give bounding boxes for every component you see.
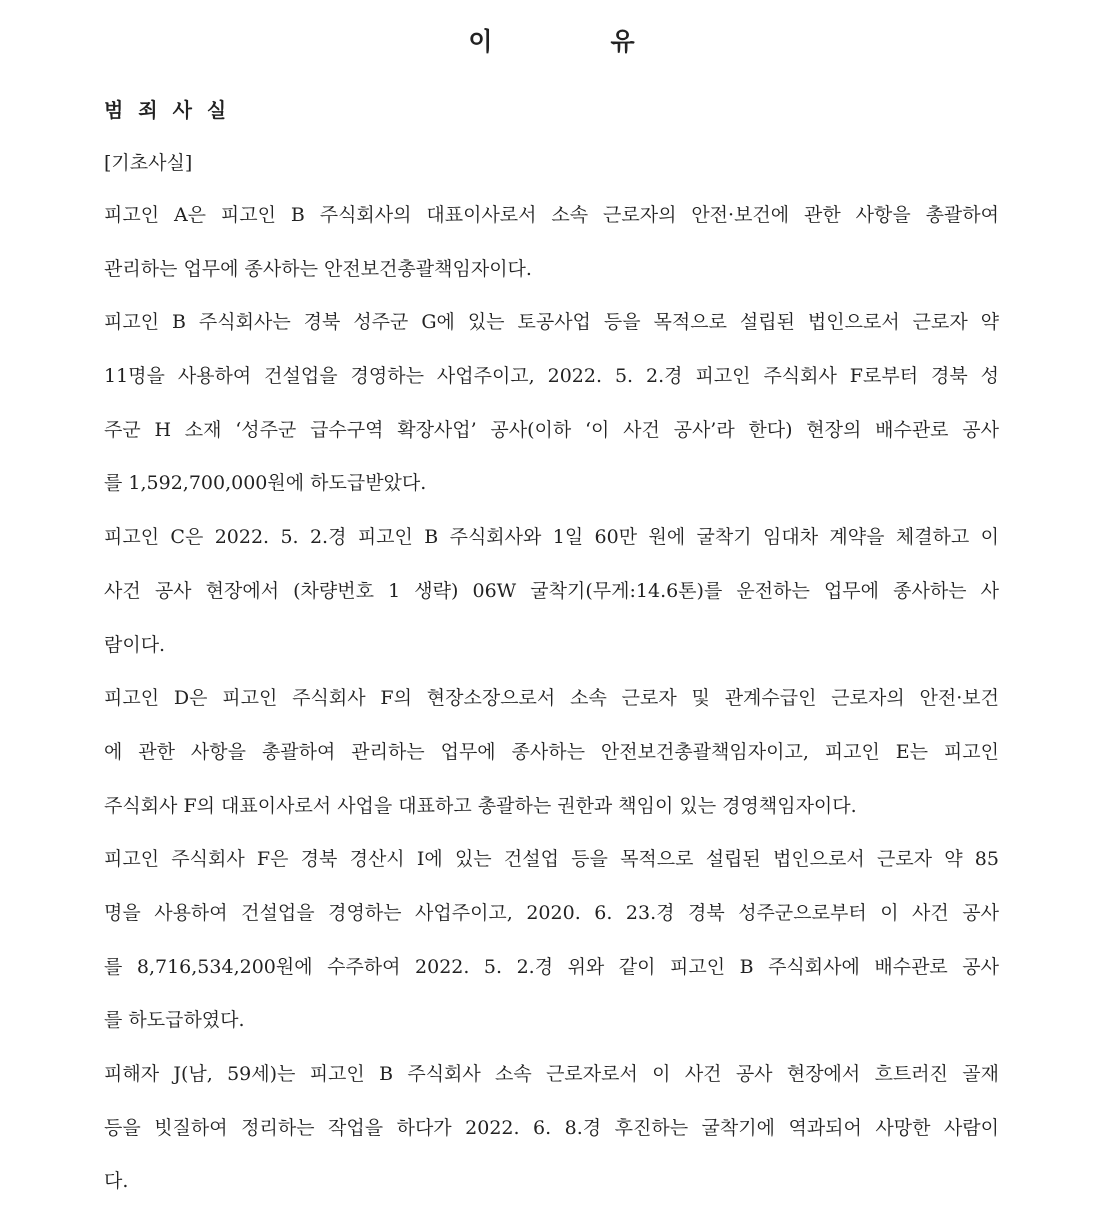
text-line: 11명을 사용하여 건설업을 경영하는 사업주이고, 2022. 5. 2.경 피고인 주식회사 F로부터 경북 성 <box>104 365 999 388</box>
text-line: 피고인 주식회사 F은 경북 경산시 I에 있는 건설업 등을 목적으로 설립된 법인으로서 근로자 약 85 <box>104 848 999 871</box>
paragraph <box>104 833 1004 1048</box>
paragraph <box>104 296 1004 511</box>
title-left: 이 <box>468 27 493 56</box>
text-line: 피고인 A은 피고인 B 주식회사의 대표이사로서 소속 근로자의 안전·보건에 관한 사항을 총괄하여 <box>104 204 999 226</box>
text-line: 에 관한 사항을 총괄하여 관리하는 업무에 종사하는 안전보건총괄책임자이고, 피고인 E는 피고인 <box>104 740 999 763</box>
text-line: 주식회사 F의 대표이사로서 사업을 대표하고 총괄하는 권한과 책임이 있는 경영책임자이다. <box>104 794 857 817</box>
text-line: 를 1,592,700,000원에 하도급받았다. <box>104 472 427 495</box>
text-line: 관리하는 업무에 종사하는 안전보건총괄책임자이다. <box>104 257 532 280</box>
document-title <box>0 22 1103 58</box>
text-line: 피고인 C은 2022. 5. 2.경 피고인 B 주식회사와 1일 60만 원에 굴착기 임대차 계약을 체결하고 이 <box>104 526 999 549</box>
section-heading: 범 죄 사 실 <box>104 98 231 122</box>
text-line: 다. <box>104 1170 129 1193</box>
text-line: 등을 빗질하여 정리하는 작업을 하다가 2022. 6. 8.경 후진하는 굴착기에 역과되어 사망한 사람이 <box>104 1116 999 1139</box>
text-line: 를 하도급하였다. <box>104 1009 245 1032</box>
text-line: 주군 H 소재 ‘성주군 급수구역 확장사업’ 공사(이하 ‘이 사건 공사’라 한다) 현장의 배수관로 공사 <box>104 418 999 441</box>
text-line: 피고인 D은 피고인 주식회사 F의 현장소장으로서 소속 근로자 및 관계수급인 근로자의 안전·보건 <box>104 687 999 710</box>
paragraph <box>104 1048 1004 1209</box>
text-line: 를 8,716,534,200원에 수주하여 2022. 5. 2.경 위와 같이 피고인 B 주식회사에 배수관로 공사 <box>104 955 999 978</box>
title-right: 유 <box>610 27 635 56</box>
text-line: 명을 사용하여 건설업을 경영하는 사업주이고, 2020. 6. 23.경 경북 성주군으로부터 이 사건 공사 <box>104 901 999 924</box>
text-line: 사건 공사 현장에서 (차량번호 1 생략) 06W 굴착기(무게:14.6톤)를 운전하는 업무에 종사하는 사 <box>104 579 999 602</box>
subsection-heading: [기초사실] <box>104 152 193 174</box>
paragraph <box>104 511 1004 672</box>
text-line: 피해자 J(남, 59세)는 피고인 B 주식회사 소속 근로자로서 이 사건 공사 현장에서 흐트러진 골재 <box>104 1063 999 1085</box>
paragraph <box>104 672 1004 833</box>
paragraph <box>104 189 1004 296</box>
document-body <box>104 189 1004 1209</box>
text-line: 피고인 B 주식회사는 경북 성주군 G에 있는 토공사업 등을 목적으로 설립된 법인으로서 근로자 약 <box>104 311 999 334</box>
text-line: 람이다. <box>104 633 166 656</box>
